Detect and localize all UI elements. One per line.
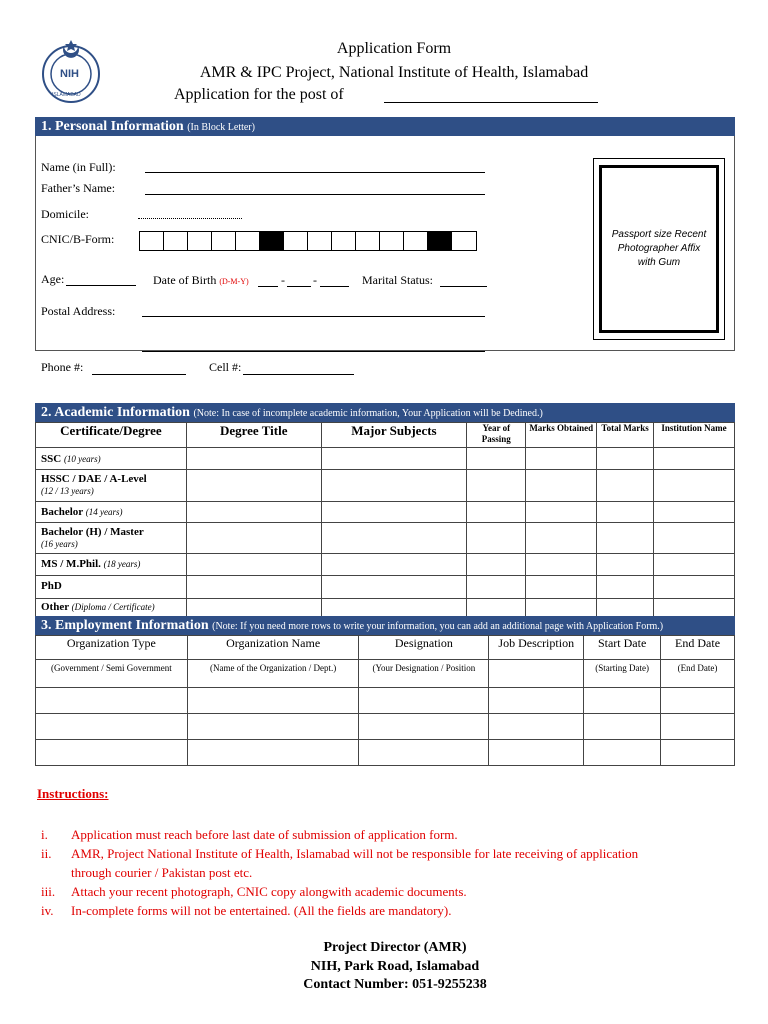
col-marks-obtained: Marks Obtained — [526, 423, 597, 448]
age-label: Age: — [41, 272, 65, 286]
table-row — [36, 576, 735, 599]
col-job-description: Job Description — [489, 636, 584, 660]
hint-start-date[interactable]: (Starting Date) — [584, 660, 661, 688]
table-row — [36, 502, 735, 523]
table-row — [36, 714, 735, 740]
photo-box — [593, 158, 725, 340]
col-certificate: Certificate/Degree — [36, 423, 187, 448]
personal-info-heading — [35, 117, 735, 136]
table-row — [36, 688, 735, 714]
hint-end-date[interactable]: (End Date) — [661, 660, 735, 688]
hint-job-description[interactable] — [489, 660, 584, 688]
col-end-date: End Date — [661, 636, 735, 660]
table-row — [36, 660, 735, 688]
instruction-item: iv. In-complete forms will not be entertained. (All the fields are mandatory). — [41, 903, 452, 918]
phone-label: Phone #: — [41, 360, 84, 374]
instruction-item: through courier / Pakistan post etc. — [71, 865, 253, 880]
dob-label — [153, 273, 249, 288]
table-row — [36, 599, 735, 617]
domicile-field[interactable] — [138, 218, 242, 219]
instructions-title: Instructions: — [37, 786, 109, 801]
cnic-label: CNIC/B-Form: — [41, 232, 115, 246]
postal-address-label: Postal Address: — [41, 304, 116, 318]
marital-status-field[interactable] — [440, 286, 487, 287]
col-designation: Designation — [359, 636, 489, 660]
employment-info-heading — [35, 616, 735, 635]
dob-day-field[interactable] — [258, 286, 278, 287]
col-organization-name: Organization Name — [187, 636, 359, 660]
col-start-date: Start Date — [584, 636, 661, 660]
col-year-of-passing: Year of Passing — [467, 423, 526, 448]
photo-instruction: Passport size Recent Photographer Affix with Gum — [599, 165, 719, 333]
dob-month-field[interactable] — [287, 286, 311, 287]
hint-designation[interactable]: (Your Designation / Position — [359, 660, 489, 688]
logo-text: NIH — [60, 68, 79, 80]
table-row — [36, 740, 735, 766]
name-label: Name (in Full): — [41, 160, 116, 174]
form-subtitle: AMR & IPC Project, National Institute of Health, Islamabad — [199, 64, 589, 81]
instruction-item: iii. Attach your recent photograph, CNIC copy alongwith academic documents. — [41, 884, 467, 899]
row-label: Bachelor (H) / Master (16 years) — [36, 523, 187, 554]
row-label: MS / M.Phil. (18 years) — [36, 554, 187, 576]
col-organization-type: Organization Type — [36, 636, 188, 660]
cnic-field[interactable] — [139, 231, 477, 251]
academic-heading-text: 2. Academic Information — [41, 405, 190, 420]
dob-format: (D-M-Y) — [219, 277, 249, 286]
academic-heading-note: (Note: In case of incomplete academic information, Your Application will be Dedined.) — [193, 408, 543, 419]
name-field[interactable] — [145, 172, 485, 173]
domicile-label: Domicile: — [41, 207, 89, 221]
row-label: Bachelor (14 years) — [36, 502, 187, 523]
logo-caption: ISLAMABAD — [52, 92, 81, 98]
instruction-item: ii. AMR, Project National Institute of Health, Islamabad will not be responsible for late receiving of application — [41, 846, 639, 861]
hint-organization-type[interactable]: (Government / Semi Government — [36, 660, 188, 688]
employment-table — [35, 635, 735, 766]
employment-heading-note: (Note: If you need more rows to write your information, you can add an additional page with Application Form.) — [212, 621, 664, 632]
marital-status-label: Marital Status: — [362, 273, 433, 287]
age-field[interactable] — [66, 285, 136, 286]
col-institution-name: Institution Name — [654, 423, 735, 448]
footer-line-2: NIH, Park Road, Islamabad — [310, 959, 480, 974]
col-total-marks: Total Marks — [597, 423, 654, 448]
col-degree-title: Degree Title — [186, 423, 321, 448]
father-name-field[interactable] — [145, 194, 485, 195]
dob-label-text: Date of Birth — [153, 273, 217, 287]
col-major-subjects: Major Subjects — [321, 423, 467, 448]
hint-organization-name[interactable]: (Name of the Organization / Dept.) — [187, 660, 359, 688]
postal-address-field[interactable] — [142, 316, 485, 317]
cell-field[interactable] — [243, 374, 354, 375]
dob-separator-2: - — [313, 273, 317, 287]
footer-line-1: Project Director (AMR) — [323, 940, 467, 955]
personal-heading-note: (In Block Letter) — [187, 122, 255, 133]
table-row — [36, 523, 735, 554]
dob-year-field[interactable] — [320, 286, 349, 287]
footer-line-3: Contact Number: 051-9255238 — [303, 977, 487, 992]
post-field[interactable] — [384, 102, 598, 103]
employment-heading-text: 3. Employment Information — [41, 618, 209, 633]
phone-field[interactable] — [92, 374, 186, 375]
cell-label: Cell #: — [209, 360, 242, 374]
table-row — [36, 554, 735, 576]
personal-heading-text: 1. Personal Information — [41, 119, 184, 134]
form-title: Application Form — [336, 40, 452, 57]
post-label: Application for the post of — [174, 86, 344, 103]
table-row — [36, 470, 735, 502]
instruction-item: i. Application must reach before last date of submission of application form. — [41, 827, 458, 842]
postal-address-field-2[interactable] — [142, 351, 485, 352]
academic-table — [35, 422, 735, 617]
academic-info-heading — [35, 403, 735, 422]
row-label: PhD — [36, 576, 187, 599]
dob-separator-1: - — [281, 273, 285, 287]
row-label: Other (Diploma / Certificate) — [36, 599, 187, 617]
table-row — [36, 448, 735, 470]
row-label: HSSC / DAE / A-Level (12 / 13 years) — [36, 470, 187, 502]
father-name-label: Father’s Name: — [41, 181, 116, 195]
row-label: SSC (10 years) — [36, 448, 187, 470]
